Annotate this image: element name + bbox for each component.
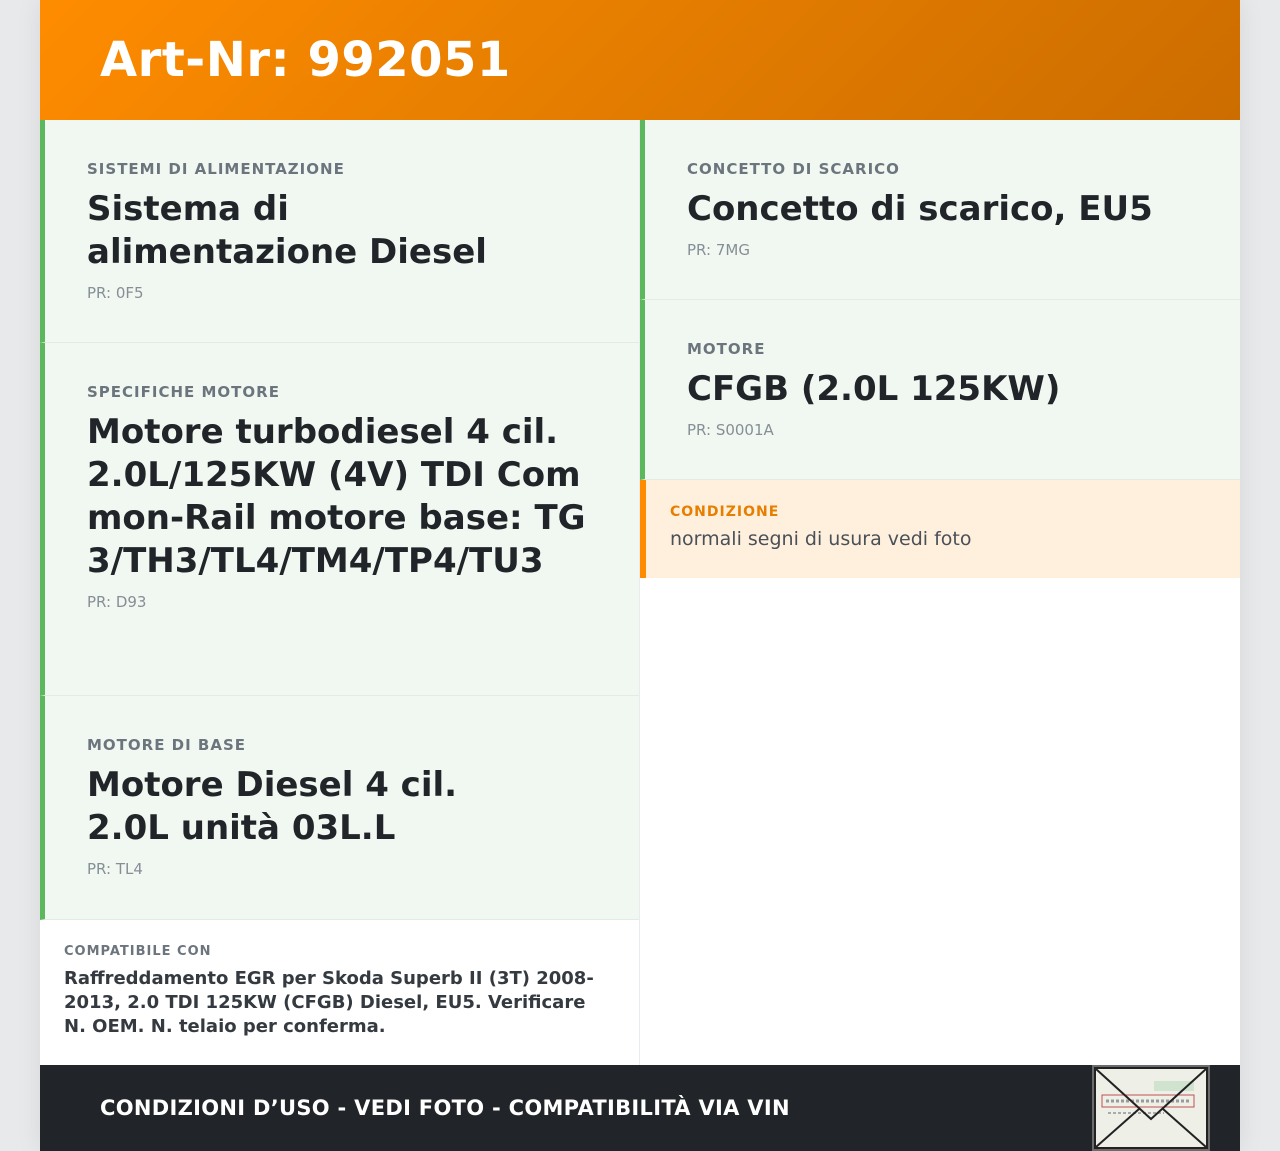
footer-text: CONDIZIONI D’USO - VEDI FOTO - COMPATIBILITÀ VIA VIN bbox=[100, 1096, 790, 1120]
card-title: Motore turbodiesel 4 cil. 2.0L/125KW (4V) TDI Common-Rail motore base: TG3/TH3/TL4/TM4/TP4/TU3 bbox=[87, 412, 586, 581]
left-column bbox=[40, 120, 640, 1065]
condition-value: normali segni di usura vedi foto bbox=[670, 528, 972, 550]
condition-box bbox=[640, 480, 1240, 578]
right-column bbox=[640, 120, 1240, 1065]
card-label: SPECIFICHE MOTORE bbox=[87, 383, 280, 401]
card-pr-code: PR: 0F5 bbox=[87, 284, 144, 302]
envelope-photo-thumbnail-icon[interactable] bbox=[1092, 1065, 1210, 1151]
card-title: Concetto di scarico, EU5 bbox=[687, 189, 1153, 229]
page-title: Art-Nr: 992051 bbox=[100, 32, 511, 88]
condition-label: CONDIZIONE bbox=[670, 504, 780, 520]
spec-card-fuel-system bbox=[40, 120, 639, 343]
spec-card-engine-specs bbox=[40, 343, 639, 696]
spec-card-exhaust bbox=[640, 120, 1240, 300]
compatibility-section bbox=[40, 920, 639, 1039]
envelope-icon bbox=[1094, 1067, 1208, 1149]
card-title: Motore Diesel 4 cil. 2.0L unità 03L.L bbox=[87, 765, 458, 848]
card-title: CFGB (2.0L 125KW) bbox=[687, 369, 1061, 409]
product-sheet bbox=[40, 0, 1240, 1151]
card-label: MOTORE DI BASE bbox=[87, 736, 247, 754]
header bbox=[40, 0, 1240, 120]
card-pr-code: PR: S0001A bbox=[687, 421, 774, 439]
card-pr-code: PR: TL4 bbox=[87, 860, 143, 878]
compatibility-label: COMPATIBILE CON bbox=[64, 944, 212, 959]
card-pr-code: PR: 7MG bbox=[687, 241, 750, 259]
footer-bar bbox=[40, 1065, 1240, 1151]
card-label: MOTORE bbox=[687, 340, 766, 358]
card-title: Sistema di alimentazione Diesel bbox=[87, 189, 487, 272]
card-label: CONCETTO DI SCARICO bbox=[687, 160, 900, 178]
card-label: SISTEMI DI ALIMENTAZIONE bbox=[87, 160, 345, 178]
card-pr-code: PR: D93 bbox=[87, 593, 147, 611]
compatibility-text: Raffreddamento EGR per Skoda Superb II (3T) 2008-2013, 2.0 TDI 125KW (CFGB) Diesel, EU5. Verificare N. OEM. N. telaio per conferma. bbox=[64, 968, 594, 1037]
spec-card-base-engine bbox=[40, 696, 639, 920]
spec-card-engine bbox=[640, 300, 1240, 480]
spec-columns bbox=[40, 120, 1240, 1065]
